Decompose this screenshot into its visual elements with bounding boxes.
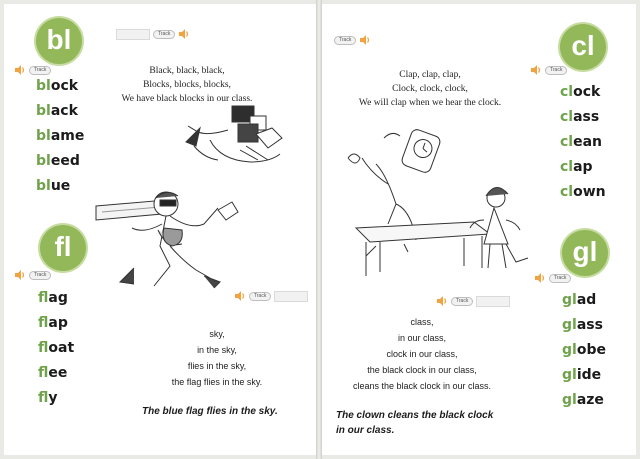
track-box <box>476 296 510 307</box>
gl-tagline <box>336 408 493 438</box>
gl-badge: gl <box>562 230 608 276</box>
speaker-icon <box>14 64 26 76</box>
word-item: blame <box>36 128 85 144</box>
speaker-icon <box>359 34 371 46</box>
track-label: Track <box>334 36 356 45</box>
fl-word-list <box>38 286 74 411</box>
word-item: bleed <box>36 153 80 169</box>
rhyme-line: clock in our class, <box>386 349 458 359</box>
word-item: fly <box>38 390 58 406</box>
rhyme-line: Black, black, black, <box>149 66 225 76</box>
track-label: Track <box>153 30 175 39</box>
word-item: clown <box>560 184 606 200</box>
gl-word-list <box>562 288 606 413</box>
speaker-icon <box>234 290 246 302</box>
rhyme-line: in the sky, <box>197 345 237 355</box>
track-label: Track <box>451 297 473 306</box>
track-box <box>274 291 308 302</box>
tagline-line: in our class. <box>336 425 395 436</box>
rhyme-line: flies in the sky, <box>187 361 247 371</box>
rhyme-line: in our class, <box>397 333 447 343</box>
speaker-icon <box>530 64 542 76</box>
word-item: globe <box>562 342 606 358</box>
rhyme-line: the black clock in our class, <box>367 365 477 375</box>
gl-rhyme <box>328 314 516 394</box>
speaker-icon <box>534 272 546 284</box>
speaker-icon <box>436 295 448 307</box>
word-item: glaze <box>562 392 604 408</box>
word-item: black <box>36 103 78 119</box>
rhyme-line: Blocks, blocks, blocks, <box>143 80 231 90</box>
fl-badge: fl <box>40 225 86 271</box>
word-item: clap <box>560 159 593 175</box>
rhyme-line: We will clap when we hear the clock. <box>358 98 502 108</box>
clown-clock-illustration <box>336 124 536 280</box>
flag-boy-illustration <box>92 180 252 290</box>
gl-audio-button[interactable] <box>534 272 571 284</box>
rhyme-line: cleans the black clock in our class. <box>352 381 492 391</box>
word-item: flap <box>38 315 68 331</box>
rhyme-line: sky, <box>209 329 225 339</box>
fl-tagline: The blue flag flies in the sky. <box>142 406 278 417</box>
word-item: float <box>38 340 75 356</box>
right-page <box>322 4 636 455</box>
cl-audio-button[interactable] <box>530 64 567 76</box>
speaker-icon <box>14 269 26 281</box>
cl-badge: cl <box>560 24 606 70</box>
cl-rhyme-audio-button[interactable] <box>334 34 371 46</box>
rhyme-line: the flag flies in the sky. <box>171 377 263 387</box>
track-box <box>116 29 150 40</box>
speaker-icon <box>178 28 190 40</box>
word-item: clean <box>560 134 603 150</box>
track-label: Track <box>549 274 571 283</box>
word-item: flee <box>38 365 68 381</box>
gl-rhyme-audio-button[interactable] <box>436 295 510 307</box>
track-label: Track <box>249 292 271 301</box>
word-item: block <box>36 78 79 94</box>
tagline-line: The clown cleans the black clock <box>336 410 494 421</box>
word-item: clock <box>560 84 601 100</box>
rhyme-line: Clap, clap, clap, <box>399 70 461 80</box>
bl-word-list <box>36 74 84 199</box>
rhyme-line: We have black blocks in our class. <box>121 94 253 104</box>
left-page <box>4 4 316 455</box>
word-item: blue <box>36 178 71 194</box>
fl-rhyme-audio-button[interactable] <box>234 290 308 302</box>
word-item: glass <box>562 317 603 333</box>
track-label: Track <box>29 66 51 75</box>
word-item: class <box>560 109 600 125</box>
blocks-illustration <box>180 100 290 172</box>
fl-audio-button[interactable] <box>14 269 51 281</box>
word-item: flag <box>38 290 68 306</box>
rhyme-line: class, <box>410 317 434 327</box>
rhyme-line: Clock, clock, clock, <box>392 84 468 94</box>
bl-badge: bl <box>36 18 82 64</box>
bl-rhyme-audio-button[interactable] <box>116 28 190 40</box>
cl-rhyme <box>330 68 530 110</box>
word-item: glad <box>562 292 597 308</box>
track-label: Track <box>29 271 51 280</box>
cl-word-list <box>560 80 606 205</box>
track-label: Track <box>545 66 567 75</box>
fl-rhyme <box>134 326 300 390</box>
word-item: glide <box>562 367 602 383</box>
